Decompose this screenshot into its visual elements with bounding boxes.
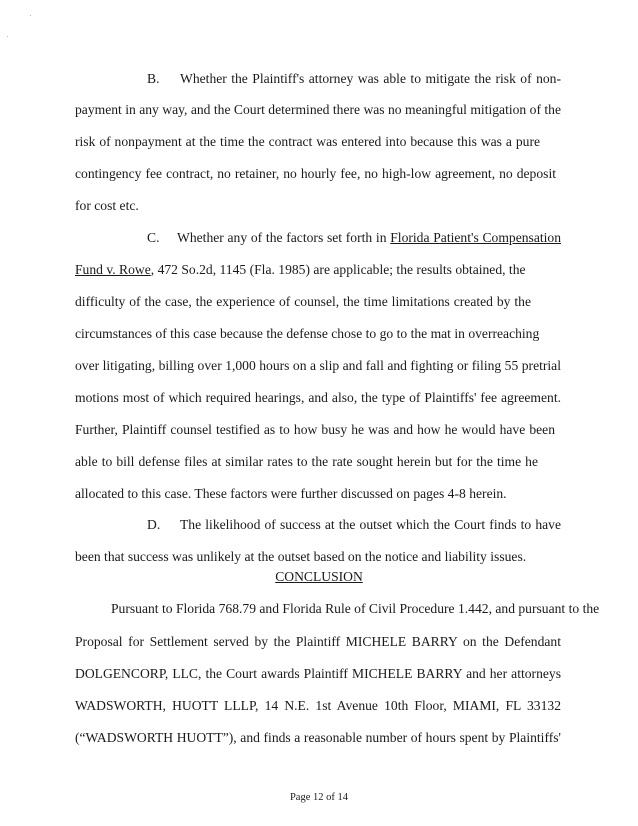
paragraph-c-marker: C. <box>147 230 160 245</box>
paragraph-b-line: payment in any way, and the Court determined there was no meaningful mitigation of the <box>75 102 561 117</box>
paragraph-b-line: risk of nonpayment at the time the contract was entered into because this was a pure <box>75 134 540 149</box>
paragraph-d-line: been that success was unlikely at the outset based on the notice and liability issues. <box>75 549 527 564</box>
paragraph-c-line: Further, Plaintiff counsel testified as to how busy he was and how he would have been <box>75 422 555 437</box>
citation-rest: , 472 So.2d, 1145 (Fla. 1985) are applicable; the results obtained, the <box>150 262 526 277</box>
conclusion-heading: CONCLUSION <box>275 569 363 584</box>
paragraph-c-line: difficulty of the case, the experience of counsel, the time limitations created by the <box>75 294 531 309</box>
paragraph-c-line: over litigating, billing over 1,000 hours on a slip and fall and fighting or filing 55 pretrial <box>75 358 561 373</box>
paragraph-c-line: motions most of which required hearings, and also, the type of Plaintiffs' fee agreement. <box>75 390 561 405</box>
conclusion-line: (“WADSWORTH HUOTT”), and finds a reasonable number of hours spent by Plaintiffs' <box>75 730 561 745</box>
paragraph-b-line: for cost etc. <box>75 198 139 213</box>
paragraph-c-line: allocated to this case. These factors were further discussed on pages 4-8 herein. <box>75 486 507 501</box>
paragraph-c-line-lead <box>177 230 561 246</box>
paragraph-c-line: able to bill defense files at similar rates to the rate sought herein but for the time he <box>75 454 538 469</box>
page-number-footer: Page 12 of 14 <box>289 792 349 803</box>
conclusion-line: Pursuant to Florida 768.79 and Florida Rule of Civil Procedure 1.442, and pursuant to the <box>111 601 600 616</box>
conclusion-line: Proposal for Settlement served by the Plaintiff MICHELE BARRY on the Defendant <box>75 634 561 649</box>
paragraph-b-line: contingency fee contract, no retainer, no hourly fee, no high-low agreement, no deposit <box>75 166 556 181</box>
conclusion-line: DOLGENCORP, LLC, the Court awards Plaintiff MICHELE BARRY and her attorneys <box>75 666 561 681</box>
paragraph-c-line: circumstances of this case because the defense chose to go to the mat in overreaching <box>75 326 540 341</box>
case-name-part1: Florida Patient's Compensation <box>390 230 561 245</box>
paragraph-b-marker: B. <box>147 71 160 86</box>
case-name-part2: Fund v. Rowe <box>75 262 151 277</box>
scan-speck <box>7 36 8 37</box>
paragraph-b-line: Whether the Plaintiff's attorney was able to mitigate the risk of non- <box>180 71 561 86</box>
paragraph-c-lead-text: Whether any of the factors set forth in <box>177 230 387 245</box>
paragraph-c-citation-line <box>75 262 526 278</box>
conclusion-line: WADSWORTH, HUOTT LLLP, 14 N.E. 1st Avenue 10th Floor, MIAMI, FL 33132 <box>75 698 561 713</box>
paragraph-d-line: The likelihood of success at the outset which the Court finds to have <box>180 517 561 532</box>
scan-speck <box>30 15 31 16</box>
paragraph-d-marker: D. <box>147 517 161 532</box>
